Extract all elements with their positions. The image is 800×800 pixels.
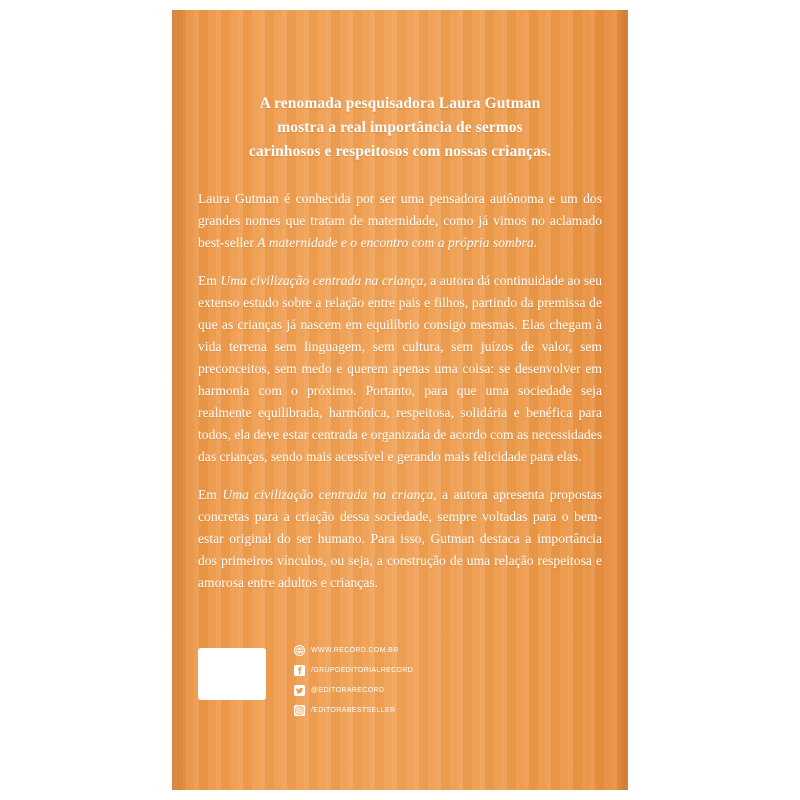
- social-row-website[interactable]: [294, 642, 594, 659]
- blurb-run-italic: A maternidade e o encontro com a própria sombra: [257, 235, 534, 251]
- blurb-run: Laura Gutman é conhecida por ser uma pensadora autônoma e um dos grandes nomes que tratam de maternidade, como já vimos no aclamado best-seller: [198, 191, 602, 251]
- social-row-twitter[interactable]: [294, 682, 594, 699]
- blurb-run: , a autora dá continuidade ao seu extenso estudo sobre a relação entre pais e filhos, partindo da premissa de que as crianças já nascem em equilíbrio consigo mesmas. Elas chegam à vida terrena sem linguagem, sem cultura, sem juízos de valor, sem preconceitos, sem medo e querem apenas uma coisa: se desenvolver em harmonia com o próximo. Portanto, para que uma sociedade seja realmente equilibrada, harmônica, respeitosa, solidária e benéfica para todos, ela deve estar centrada e organizada de acordo com as necessidades das crianças, sendo mais acessível e gerando mais felicidade para elas.: [198, 273, 603, 465]
- twitter-icon: [294, 685, 305, 696]
- cover-blurb: [198, 188, 602, 594]
- social-links: [294, 642, 594, 722]
- blurb-run: Em: [198, 487, 223, 503]
- blurb-run-italic: Uma civilização centrada na criança: [222, 487, 434, 503]
- blurb-paragraph-2: [198, 270, 602, 468]
- publisher-logo: [198, 648, 266, 700]
- globe-icon: [294, 645, 305, 656]
- blurb-run-italic: Uma civilização centrada na criança: [220, 273, 424, 289]
- social-label-twitter: @EDITORARECORD: [311, 687, 385, 694]
- blurb-run: .: [533, 235, 538, 251]
- social-row-instagram[interactable]: [294, 702, 594, 719]
- social-row-facebook[interactable]: [294, 662, 594, 679]
- social-label-facebook: /GRUPOEDITORIALRECORD: [311, 667, 414, 674]
- blurb-paragraph-1: [198, 188, 602, 254]
- cover-footer: [198, 642, 602, 722]
- instagram-icon: [294, 705, 305, 716]
- blurb-paragraph-3: [198, 484, 602, 594]
- social-label-instagram: /EDITORABESTSELLER: [311, 707, 396, 714]
- headline-line-3: carinhosos e respeitosos com nossas crianças.: [248, 143, 552, 161]
- social-label-website: WWW.RECORD.COM.BR: [311, 647, 399, 654]
- cover-headline: [198, 92, 602, 164]
- blurb-run: Em: [198, 273, 221, 289]
- blurb-run: , a autora apresenta propostas concretas para a criação dessa sociedade, sempre voltadas para o bem-estar original do ser humano. Para isso, Gutman destaca a importância dos primeiros vínculos, ou seja, a construção de uma relação respeitosa e amorosa entre adultos e crianças.: [198, 487, 603, 591]
- headline-line-2: mostra a real importância de sermos: [277, 119, 523, 137]
- book-cover: [172, 10, 628, 790]
- facebook-icon: [294, 665, 305, 676]
- headline-line-1: A renomada pesquisadora Laura Gutman: [259, 95, 541, 112]
